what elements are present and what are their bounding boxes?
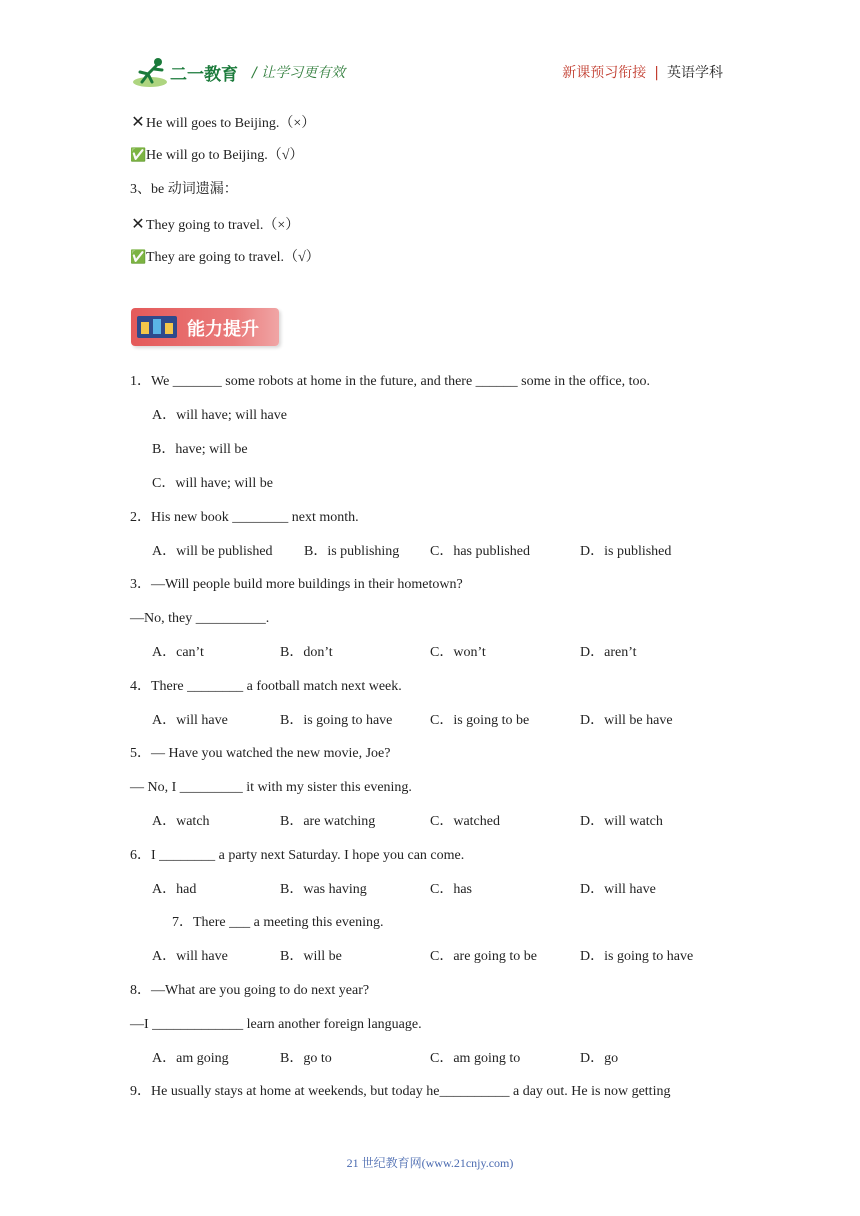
option-a: A．will have <box>152 713 228 728</box>
question-stem: 7．There ___ a meeting this evening. <box>172 915 384 930</box>
option-b: B．is going to have <box>280 713 393 728</box>
option-b: B．will be <box>280 949 342 964</box>
question-stem: 5．— Have you watched the new movie, Joe? <box>130 746 391 761</box>
option-a: A．can’t <box>152 645 204 660</box>
ability-banner <box>131 308 279 346</box>
option-d: D．will be have <box>580 713 673 728</box>
page-footer: 21 世纪教育网(www.21cnjy.com) <box>346 1156 514 1170</box>
option-b: B．was having <box>280 882 367 897</box>
note-text: He will goes to Beijing.（×） <box>146 116 316 131</box>
question-stem: 9．He usually stays at home at weekends, but today he__________ a day out. He is now getting <box>130 1084 671 1099</box>
question-stem: 4．There ________ a football match next week. <box>130 679 402 694</box>
section-heading: 3、be 动词遗漏： <box>130 182 238 197</box>
question-stem: 1．We _______ some robots at home in the future, and there ______ some in the office, too. <box>130 374 651 389</box>
note-text: He will go to Beijing.（√） <box>146 148 304 163</box>
option-a: A．will be published <box>152 544 273 559</box>
subject-label: 英语学科 <box>667 65 723 81</box>
question-stem: 6．I ________ a party next Saturday. I hope you can come. <box>130 848 465 863</box>
cross-icon: ✕ <box>131 214 145 233</box>
note-right-2 <box>130 249 320 267</box>
option-b: B．have; will be <box>152 442 248 457</box>
note-wrong-2 <box>130 215 299 235</box>
header-separator: | <box>654 65 659 81</box>
header-right <box>562 62 723 82</box>
option-b: B．don’t <box>280 645 333 660</box>
question-stem-line2: —I _____________ learn another foreign language. <box>130 1017 422 1032</box>
option-a: A．am going <box>152 1051 229 1066</box>
note-text: They going to travel.（×） <box>146 218 300 233</box>
option-b: B．go to <box>280 1051 332 1066</box>
runner-logo-icon <box>132 56 172 90</box>
option-b: B．are watching <box>280 814 376 829</box>
check-icon: ✅ <box>130 250 147 265</box>
note-right-1 <box>130 147 303 165</box>
option-c: C．has published <box>430 544 530 559</box>
logo <box>132 56 244 90</box>
question-stem: 3．—Will people build more buildings in their hometown? <box>130 577 463 592</box>
option-c: C．am going to <box>430 1051 521 1066</box>
banner-title: 能力提升 <box>187 319 259 340</box>
bar-chart-icon <box>137 316 177 338</box>
check-icon: ✅ <box>130 148 147 163</box>
logo-text: 二一教育 <box>170 65 238 85</box>
option-d: D．will have <box>580 882 656 897</box>
option-c: C．watched <box>430 814 500 829</box>
option-d: D．is published <box>580 544 672 559</box>
option-d: D．aren’t <box>580 645 637 660</box>
question-stem-line2: —No, they __________. <box>130 611 270 626</box>
page-header <box>0 0 860 100</box>
option-d: D．go <box>580 1051 619 1066</box>
option-b: B．is publishing <box>304 544 400 559</box>
option-a: A．will have <box>152 949 228 964</box>
question-stem: 8．—What are you going to do next year? <box>130 983 370 998</box>
option-d: D．will watch <box>580 814 663 829</box>
option-a: A．had <box>152 882 197 897</box>
cross-icon: ✕ <box>131 112 145 131</box>
option-c: C．won’t <box>430 645 486 660</box>
option-d: D．is going to have <box>580 949 694 964</box>
option-c: C．will have; will be <box>152 476 273 491</box>
question-stem: 2．His new book ________ next month. <box>130 510 359 525</box>
slogan: / 让学习更有效 <box>252 65 346 81</box>
option-c: C．is going to be <box>430 713 530 728</box>
course-label: 新课预习衔接 <box>562 65 647 81</box>
note-text: They are going to travel.（√） <box>146 250 320 265</box>
option-a: A．watch <box>152 814 210 829</box>
question-stem-line2: — No, I _________ it with my sister this evening. <box>130 780 412 795</box>
note-wrong-1 <box>130 113 315 133</box>
option-c: C．has <box>430 882 472 897</box>
option-a: A．will have; will have <box>152 408 287 423</box>
option-c: C．are going to be <box>430 949 537 964</box>
